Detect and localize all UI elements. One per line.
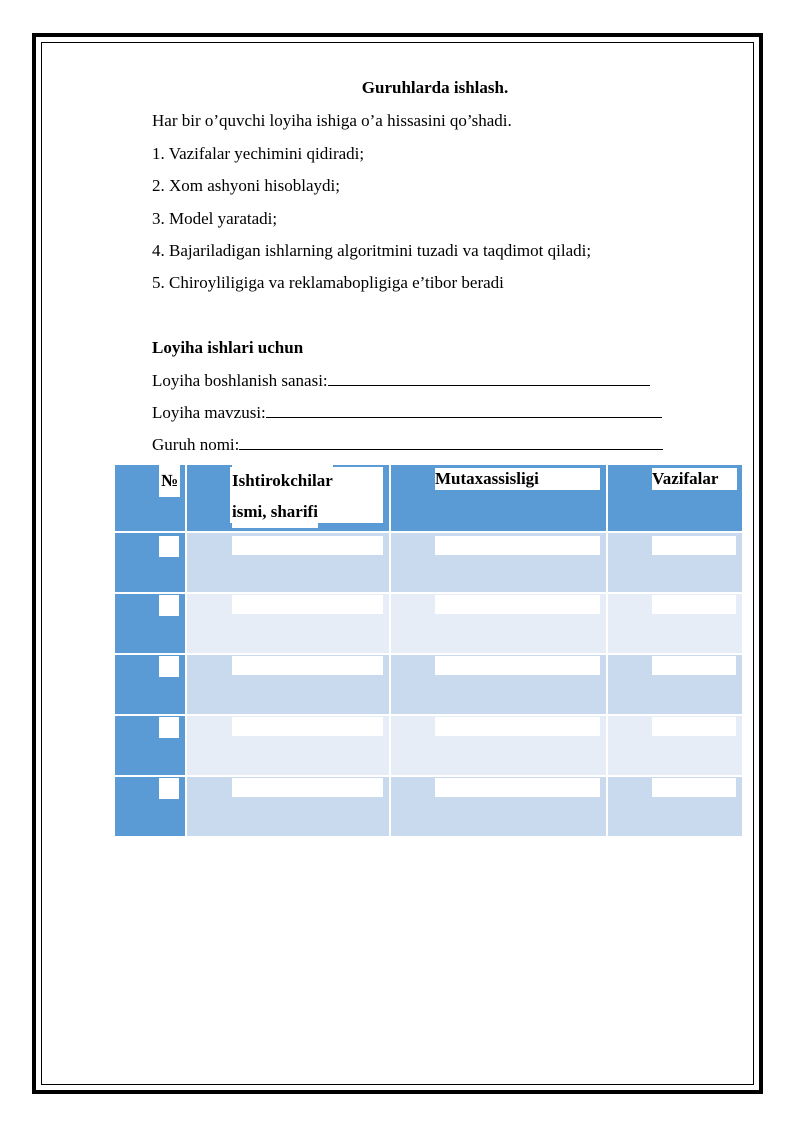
group-name-blank[interactable]: [239, 434, 663, 450]
tasks-cell-input[interactable]: [652, 536, 736, 555]
specialty-cell-input[interactable]: [435, 536, 600, 555]
group-name-field: [152, 434, 663, 455]
step-1: 1. Vazifalar yechimini qidiradi;: [152, 144, 365, 163]
start-date-field: [152, 370, 650, 391]
step-5: 5. Chiroyliligiga va reklamabopligiga e’tibor beradi: [152, 273, 504, 292]
participants-table: [115, 465, 742, 836]
topic-field: [152, 402, 662, 423]
start-date-label: Loyiha boshlanish sanasi:: [152, 371, 328, 390]
header-participants-line1: Ishtirokchilar: [232, 465, 333, 497]
row-separator: [115, 775, 742, 777]
specialty-cell-input[interactable]: [435, 778, 600, 797]
tasks-cell-input[interactable]: [652, 778, 736, 797]
col-separator: [606, 465, 608, 836]
number-cell-input[interactable]: [159, 595, 179, 616]
row-separator: [115, 531, 742, 533]
section-heading: Loyiha ishlari uchun: [152, 338, 304, 357]
intro-text: Har bir o’quvchi loyiha ishiga o’a hissasini qo’shadi.: [152, 111, 512, 130]
tasks-cell-input[interactable]: [652, 595, 736, 614]
number-cell-input[interactable]: [159, 656, 179, 677]
header-tasks: Vazifalar: [652, 468, 737, 490]
row-separator: [115, 714, 742, 716]
participant-cell-input[interactable]: [232, 536, 383, 555]
participant-cell-input[interactable]: [232, 595, 383, 614]
number-cell-input[interactable]: [159, 536, 179, 557]
specialty-cell-input[interactable]: [435, 656, 600, 675]
specialty-cell-input[interactable]: [435, 595, 600, 614]
topic-blank[interactable]: [266, 402, 662, 418]
start-date-blank[interactable]: [328, 370, 650, 386]
step-3: 3. Model yaratadi;: [152, 209, 278, 228]
document-title: Guruhlarda ishlash.: [361, 78, 509, 97]
specialty-cell-input[interactable]: [435, 717, 600, 736]
col-separator: [389, 465, 391, 836]
row-separator: [115, 653, 742, 655]
header-number: №: [159, 465, 180, 497]
header-participants-line2: ismi, sharifi: [232, 496, 318, 528]
group-name-label: Guruh nomi:: [152, 435, 240, 454]
participant-cell-input[interactable]: [232, 778, 383, 797]
row-separator: [115, 592, 742, 594]
header-specialty: Mutaxassisligi: [435, 468, 600, 490]
number-cell-input[interactable]: [159, 717, 179, 738]
step-2: 2. Xom ashyoni hisoblaydi;: [152, 176, 340, 195]
step-4: 4. Bajariladigan ishlarning algoritmini tuzadi va taqdimot qiladi;: [152, 241, 592, 260]
tasks-cell-input[interactable]: [652, 656, 736, 675]
table-header-row: [115, 465, 742, 531]
participant-cell-input[interactable]: [232, 656, 383, 675]
col-separator: [185, 465, 187, 836]
participant-cell-input[interactable]: [232, 717, 383, 736]
topic-label: Loyiha mavzusi:: [152, 403, 266, 422]
number-cell-input[interactable]: [159, 778, 179, 799]
tasks-cell-input[interactable]: [652, 717, 736, 736]
